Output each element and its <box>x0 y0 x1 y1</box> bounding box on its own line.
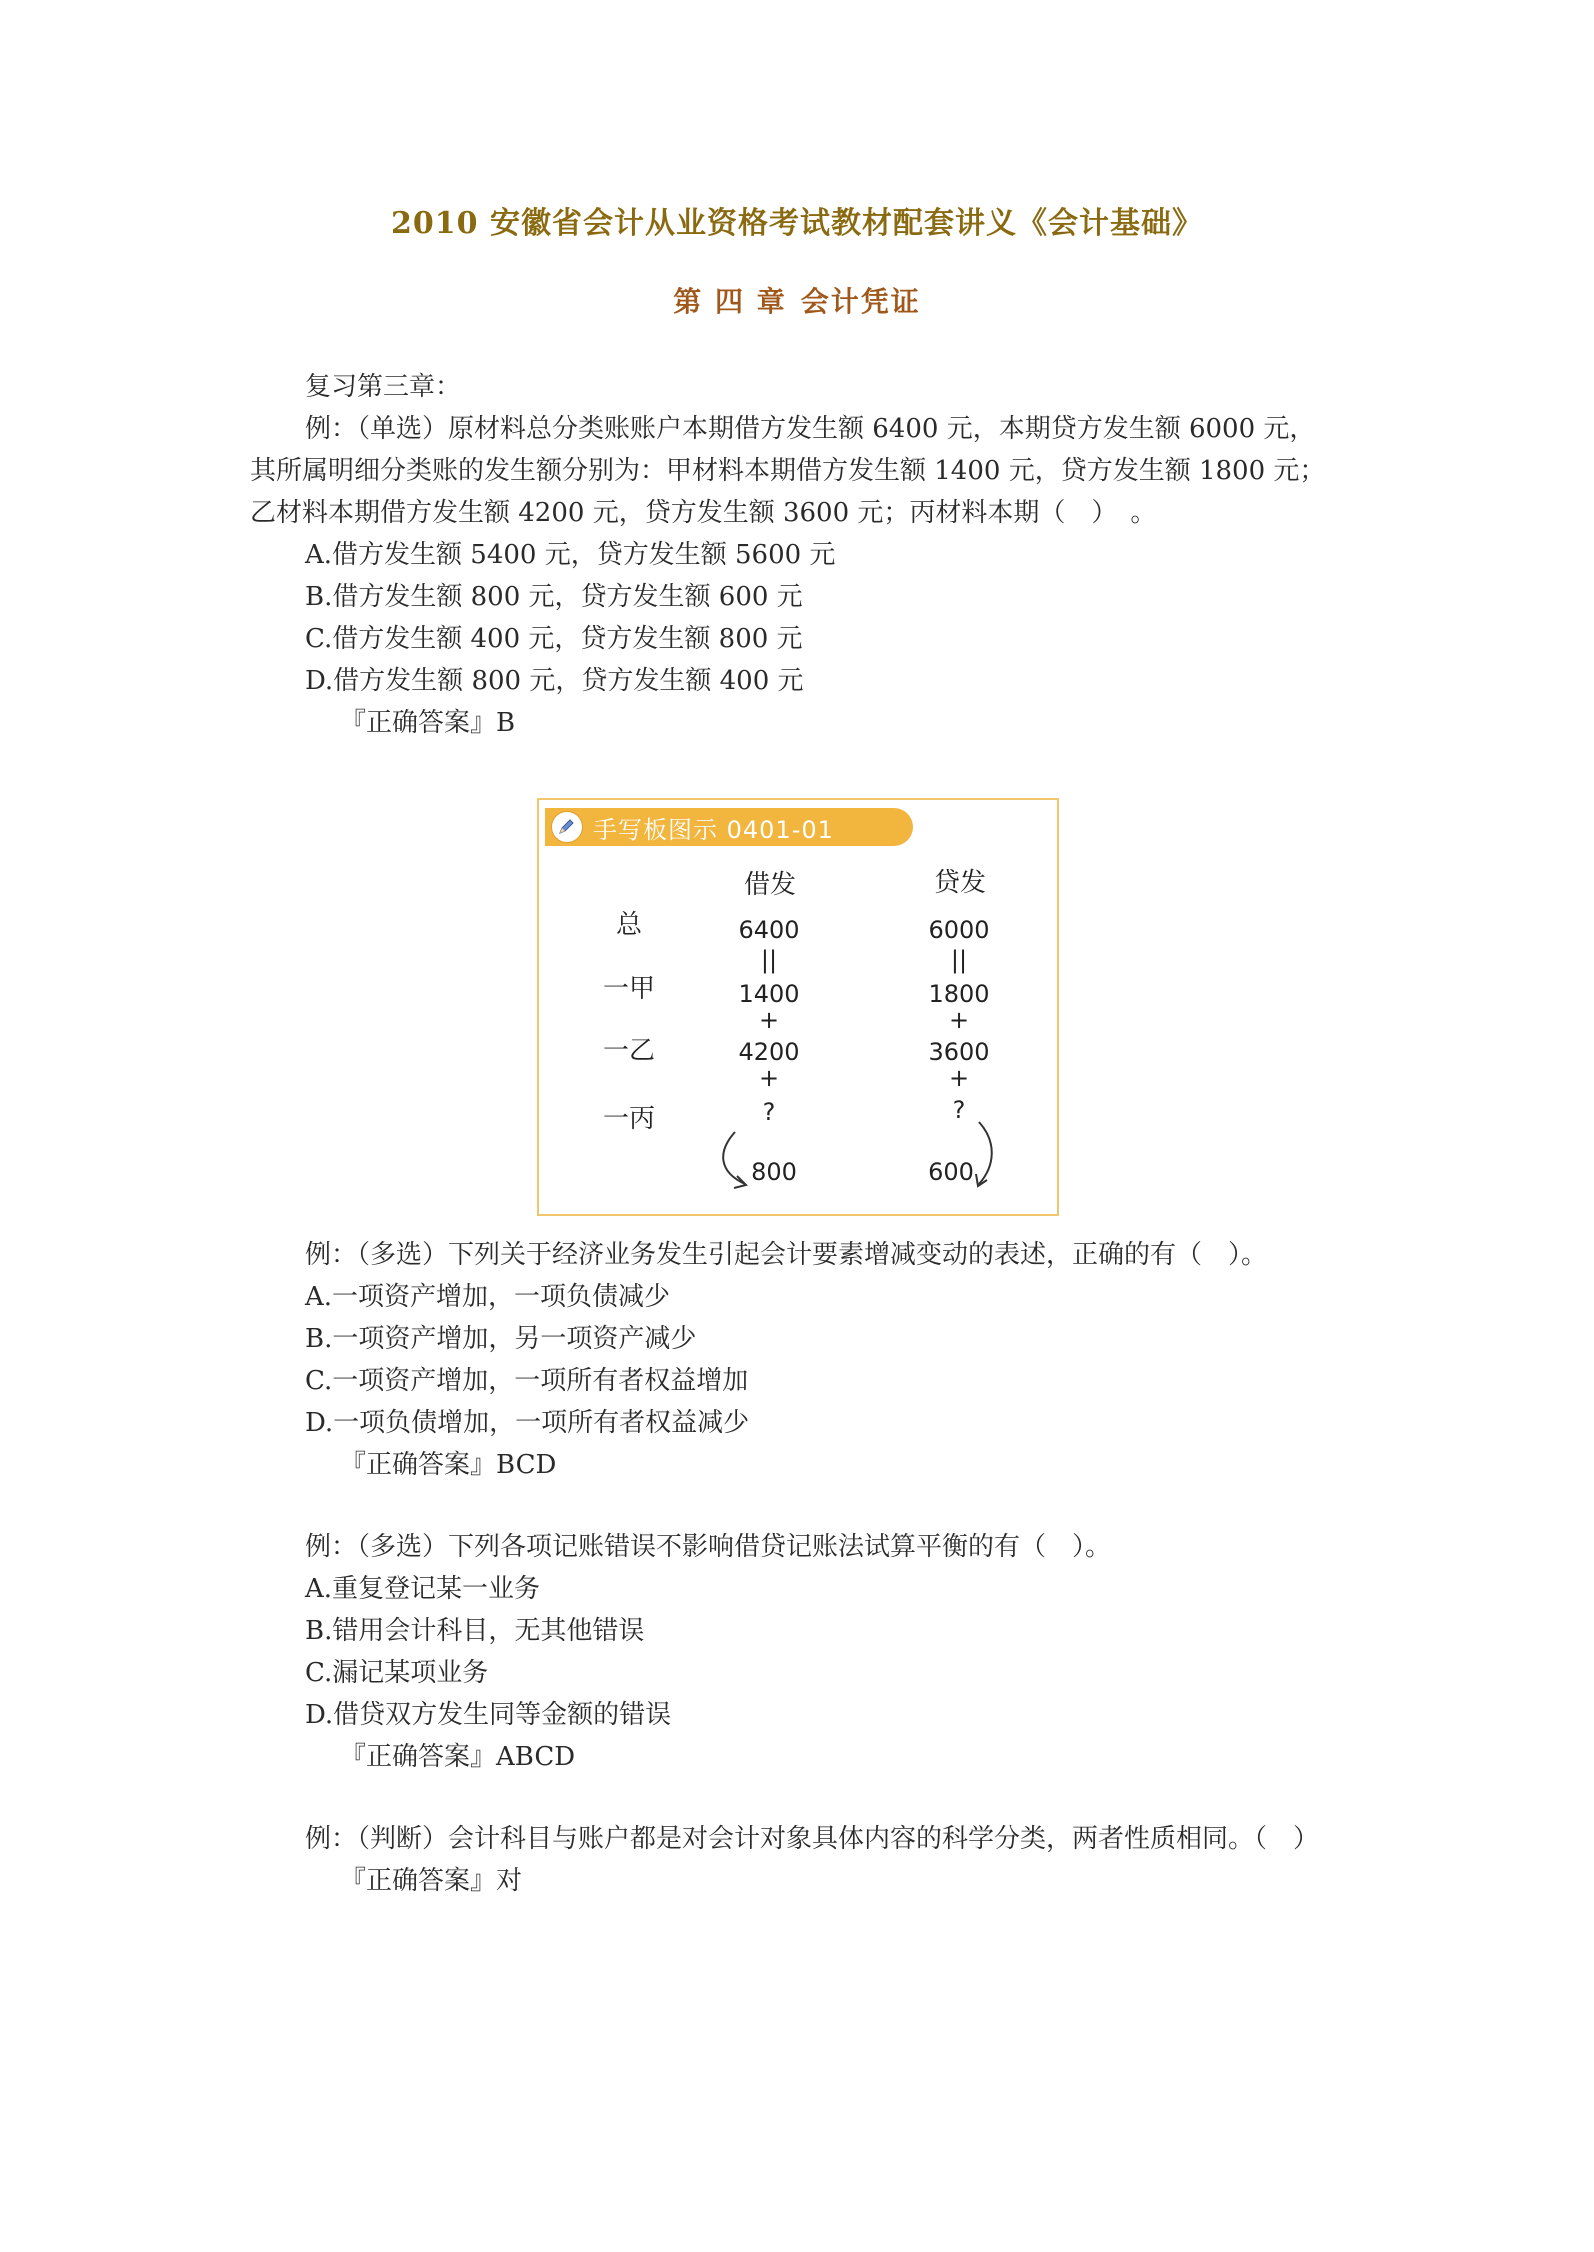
curve-arrows <box>539 800 1057 1214</box>
debit-a: 1400 <box>738 980 800 1008</box>
q1-option-d: D.借方发生额 800 元，贷方发生额 400 元 <box>305 666 804 696</box>
row-b-label: 一乙 <box>602 1036 655 1066</box>
chapter-name: 会计凭证 <box>800 285 921 318</box>
debit-b: 4200 <box>738 1038 800 1066</box>
credit-curve-arrow <box>979 1122 992 1184</box>
q2-answer: 『正确答案』BCD <box>340 1450 557 1480</box>
credit-total: 6000 <box>928 916 990 944</box>
debit-total: 6400 <box>738 916 800 944</box>
q1-option-c: C.借方发生额 400 元，贷方发生额 800 元 <box>305 624 803 654</box>
board-tab-label: 手写板图示 0401-01 <box>593 815 834 844</box>
q2-option-a: A.一项资产增加，一项负债减少 <box>305 1282 671 1312</box>
q1-line1: 例：（单选）原材料总分类账账户本期借方发生额 6400 元，本期贷方发生额 6000 元， <box>305 414 1316 444</box>
q1-option-b: B.借方发生额 800 元，贷方发生额 600 元 <box>305 582 803 612</box>
credit-equals: || <box>950 946 968 974</box>
row-c-label: 一丙 <box>602 1104 655 1134</box>
q1-answer: 『正确答案』B <box>340 708 516 738</box>
q2-option-d: D.一项负债增加，一项所有者权益减少 <box>305 1408 750 1438</box>
q3-answer: 『正确答案』ABCD <box>340 1742 576 1772</box>
q1-line2: 其所属明细分类账的发生额分别为：甲材料本期借方发生额 1400 元，贷方发生额 1800 元； <box>250 456 1326 486</box>
q3-option-d: D.借贷双方发生同等金额的错误 <box>305 1700 672 1730</box>
q3-stem: 例：（多选）下列各项记账错误不影响借贷记账法试算平衡的有（ ）。 <box>305 1532 1112 1562</box>
credit-b: 3600 <box>928 1038 990 1066</box>
chapter-heading <box>0 280 1594 320</box>
debit-curve-arrow <box>723 1132 745 1184</box>
debit-result: 800 <box>751 1158 797 1186</box>
q1-line3: 乙材料本期借方发生额 4200 元，贷方发生额 3600 元；丙材料本期（ ） 。 <box>250 498 1157 528</box>
chapter-number: 第 四 章 <box>673 285 787 318</box>
q2-option-c: C.一项资产增加，一项所有者权益增加 <box>305 1366 749 1396</box>
debit-plus-2: + <box>758 1064 780 1092</box>
debit-plus-1: + <box>758 1006 780 1034</box>
credit-a: 1800 <box>928 980 990 1008</box>
q3-option-a: A.重复登记某一业务 <box>305 1574 541 1604</box>
q4-stem: 例：（判断）会计科目与账户都是对会计对象具体内容的科学分类，两者性质相同。（ ） <box>305 1824 1320 1854</box>
q2-stem: 例：（多选）下列关于经济业务发生引起会计要素增减变动的表述，正确的有（ ）。 <box>305 1240 1268 1270</box>
handwriting-board <box>537 798 1059 1216</box>
q4-answer: 『正确答案』对 <box>340 1866 523 1896</box>
q1-option-a: A.借方发生额 5400 元，贷方发生额 5600 元 <box>305 540 836 570</box>
credit-plus-2: + <box>948 1064 970 1092</box>
q3-option-c: C.漏记某项业务 <box>305 1658 489 1688</box>
credit-c: ? <box>952 1096 966 1124</box>
row-a-label: 一甲 <box>602 974 655 1004</box>
debit-equals: || <box>760 946 778 974</box>
q3-option-b: B.错用会计科目，无其他错误 <box>305 1616 645 1646</box>
credit-result: 600 <box>928 1158 974 1186</box>
credit-header: 贷发 <box>933 868 986 898</box>
review-heading: 复习第三章： <box>305 372 462 402</box>
credit-plus-1: + <box>948 1006 970 1034</box>
row-total-label: 总 <box>615 910 642 940</box>
q2-option-b: B.一项资产增加，另一项资产减少 <box>305 1324 697 1354</box>
debit-c: ? <box>762 1098 776 1126</box>
document-title: 2010 安徽省会计从业资格考试教材配套讲义《会计基础》 <box>391 206 1203 241</box>
debit-header: 借发 <box>743 870 796 900</box>
